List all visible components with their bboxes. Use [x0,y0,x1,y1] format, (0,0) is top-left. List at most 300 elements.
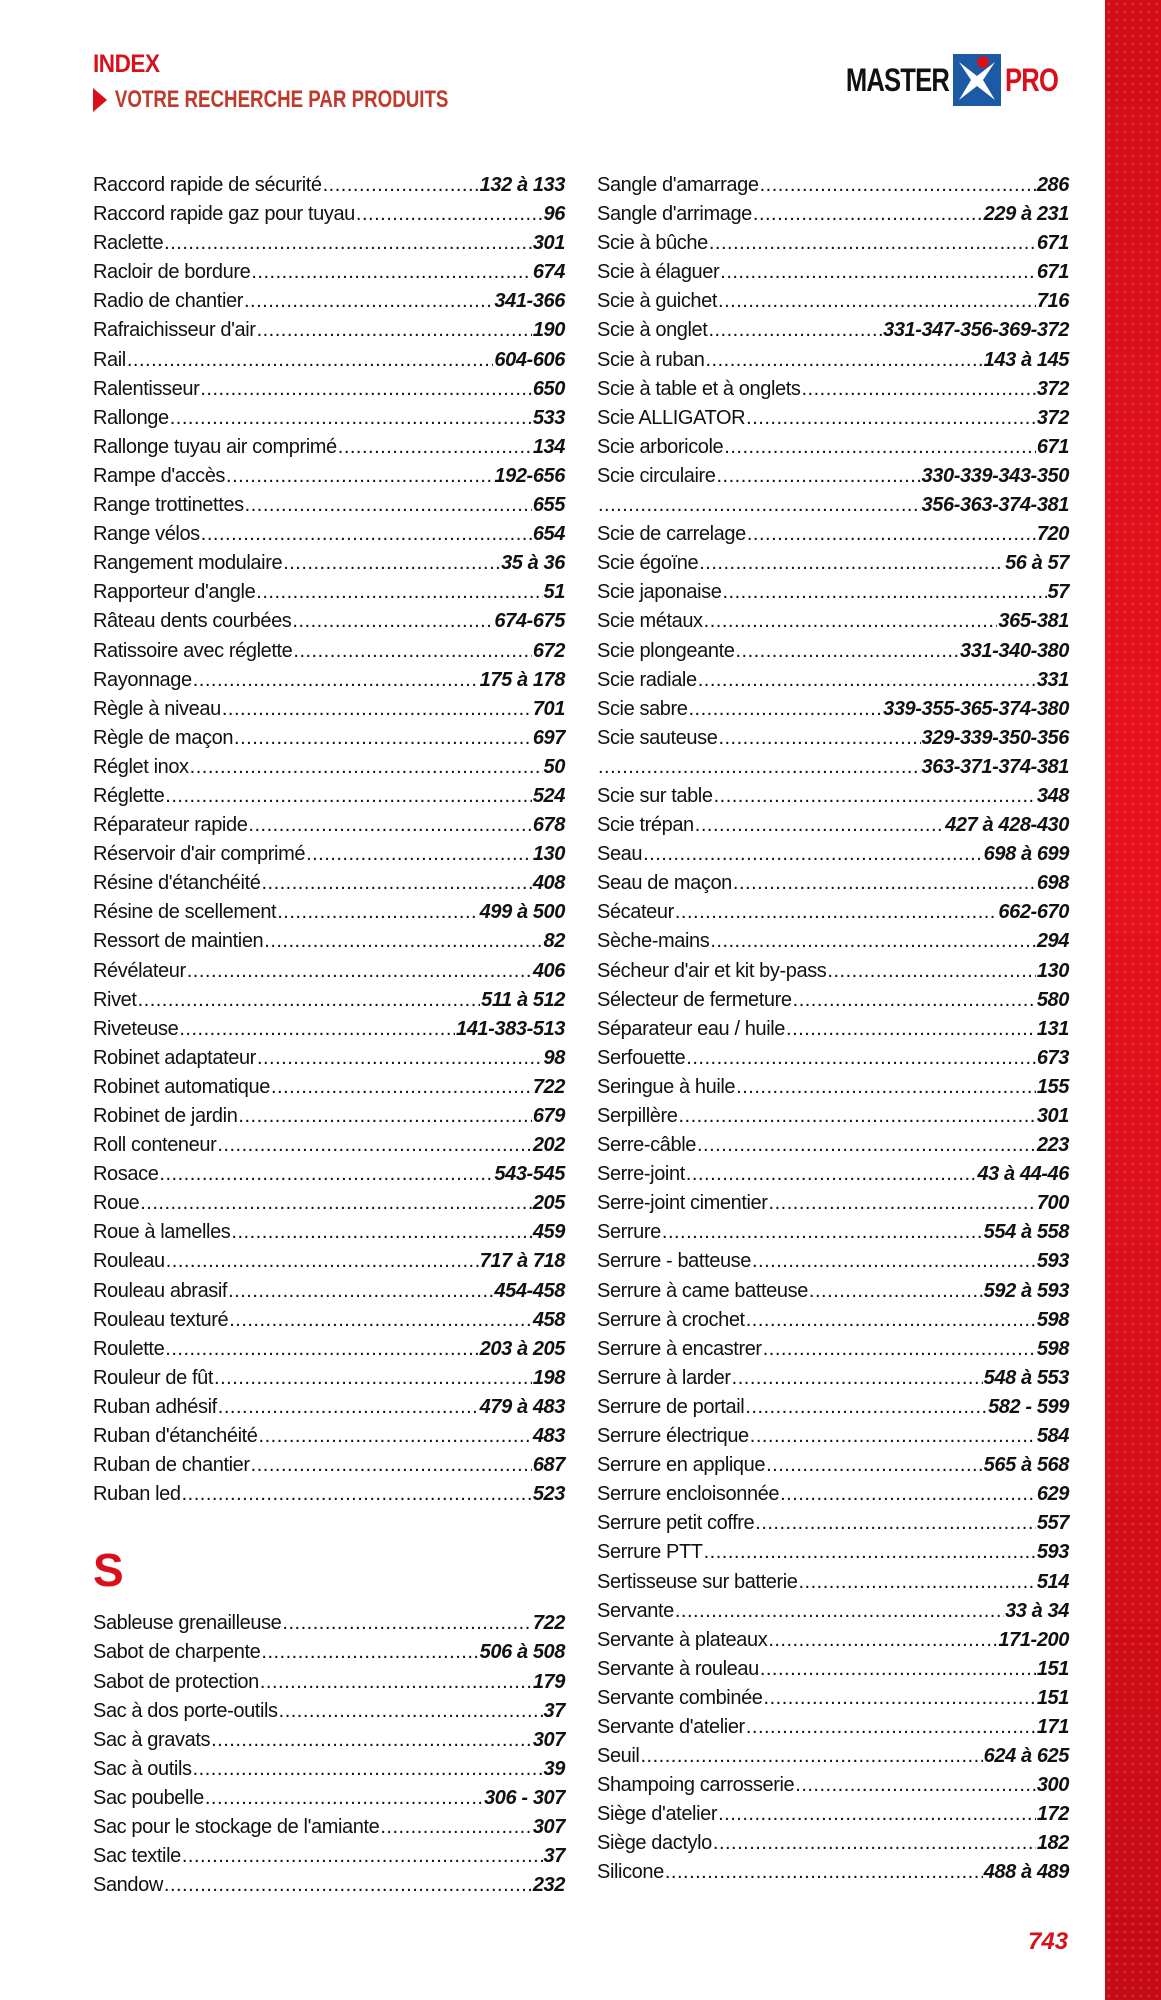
entry-pages: 698 [1036,872,1069,895]
entry-name: Siège d'atelier [597,1803,718,1826]
entry-pages: 37 [543,1845,565,1868]
entry-name: Scie sabre [597,697,688,720]
entry-pages: 50 [543,755,565,778]
index-entry [93,1480,565,1509]
page-number: 743 [1028,1928,1069,1955]
dot-leader [256,578,542,607]
index-entry [93,1726,565,1755]
index-entry [597,753,1069,782]
entry-pages: 57 [1047,581,1069,604]
dot-leader [140,1189,532,1218]
dot-leader [164,229,532,258]
index-subtitle [93,86,448,114]
dot-leader [598,491,921,520]
dot-leader [763,1335,1036,1364]
index-entry [93,549,565,578]
entry-name: Réparateur rapide [93,814,248,837]
index-entry [93,520,565,549]
index-entry [93,200,565,229]
dot-leader [228,1277,493,1306]
index-entry [93,346,565,375]
index-entry [597,811,1069,840]
entry-pages: 548 à 553 [983,1366,1069,1389]
index-entry [597,229,1069,258]
entry-pages: 514 [1036,1570,1069,1593]
entry-pages: 329-339-350-356 [921,726,1069,749]
index-entry [93,578,565,607]
entry-pages: 698 à 699 [983,843,1069,866]
entry-name: Roulette [93,1337,165,1360]
index-entry [93,695,565,724]
entry-name: Roue à lamelles [93,1221,231,1244]
dot-leader [709,229,1036,258]
entry-pages: 679 [532,1105,565,1127]
dot-leader [323,171,479,200]
index-entry [93,957,565,986]
index-entry [93,637,565,666]
dot-leader [187,957,532,986]
dot-leader [713,1829,1036,1858]
index-entry [597,404,1069,433]
entry-pages: 190 [532,319,565,342]
index-entry [597,1538,1069,1567]
dot-leader [766,1451,983,1480]
dot-leader [170,404,532,433]
entry-pages: 554 à 558 [983,1221,1069,1244]
entry-name: Servante d'atelier [597,1715,745,1738]
dot-leader [248,811,531,840]
entry-name: Sac à outils [93,1757,192,1780]
entry-pages: 372 [1036,377,1069,400]
entry-name: Serrure électrique [597,1425,749,1448]
entry-pages: 720 [1036,523,1069,546]
dot-leader [678,1102,1035,1131]
index-entry [93,1102,565,1131]
dot-leader [338,433,532,462]
entry-name: Rafraichisseur d'air [93,319,256,342]
entry-pages: 557 [1036,1512,1069,1535]
entry-pages: 592 à 593 [983,1279,1069,1302]
logo-text-pro: PRO [1005,61,1059,98]
entry-name: Sac pour le stockage de l'amiante [93,1815,380,1838]
index-entry [93,986,565,1015]
entry-name: Roll conteneur [93,1134,217,1157]
entry-pages: 584 [1036,1425,1069,1448]
entry-name: Serrure à larder [597,1366,731,1389]
entry-pages: 598 [1036,1337,1069,1360]
dot-leader [260,1668,532,1697]
entry-name: Sèche-mains [597,930,710,953]
entry-pages: 700 [1036,1192,1069,1215]
entry-pages: 301 [1036,1105,1069,1127]
entry-name: Robinet de jardin [93,1105,238,1127]
index-entry [93,1638,565,1667]
dot-leader [662,1218,983,1247]
entry-pages: 51 [543,581,565,604]
dot-leader [753,200,983,229]
entry-name: Raccord rapide gaz pour tuyau [93,203,355,226]
entry-pages: 132 à 133 [479,174,565,196]
dot-leader [283,549,500,578]
entry-pages: 341-366 [494,290,565,313]
dot-leader [760,1655,1036,1684]
dot-leader [735,637,959,666]
entry-pages: 483 [532,1425,565,1448]
index-entry [597,1335,1069,1364]
entry-pages: 458 [532,1308,565,1331]
index-entry [597,869,1069,898]
index-entry [93,1306,565,1335]
dot-leader [689,695,883,724]
entry-pages: 673 [1036,1046,1069,1069]
dot-leader [686,1160,977,1189]
entry-name: Sabot de charpente [93,1641,261,1664]
entry-name: Ruban de chantier [93,1454,250,1477]
entry-pages: 301 [532,232,565,255]
entry-pages: 408 [532,872,565,895]
entry-pages: 533 [532,406,565,429]
index-entry [597,258,1069,287]
dot-leader [809,1277,983,1306]
entry-pages: 565 à 568 [983,1454,1069,1477]
entry-name: Sangle d'arrimage [597,203,752,226]
index-entry [93,316,565,345]
entry-name: Sandow [93,1874,163,1897]
entry-name: Scie trépan [597,814,694,837]
dot-leader [234,724,532,753]
dot-leader [801,375,1035,404]
entry-pages: 722 [532,1612,565,1635]
entry-name: Résine d'étanchéité [93,872,261,895]
entry-pages: 143 à 145 [983,348,1069,371]
dot-leader [222,695,532,724]
dot-leader [827,957,1035,986]
dot-leader [643,840,983,869]
dot-leader [166,1247,479,1276]
dot-leader [745,1393,987,1422]
dot-leader [724,433,1036,462]
entry-pages: 229 à 231 [983,203,1069,226]
entry-name: Ratissoire avec réglette [93,639,293,662]
dot-leader [733,869,1036,898]
entry-pages: 624 à 625 [983,1745,1069,1768]
entry-pages: 232 [532,1874,565,1897]
entry-pages: 155 [1036,1075,1069,1098]
dot-leader [764,1684,1036,1713]
index-entry [93,258,565,287]
index-entry [597,1277,1069,1306]
index-entry [93,462,565,491]
index-entry [93,1609,565,1638]
entry-pages: 134 [532,435,565,458]
dot-leader [251,258,531,287]
index-entry [597,840,1069,869]
index-entry [93,1044,565,1073]
entry-pages: 678 [532,814,565,837]
entry-name: Ruban d'étanchéité [93,1425,258,1448]
entry-pages: 524 [532,784,565,807]
index-entry [597,346,1069,375]
entry-pages: 175 à 178 [479,668,565,691]
dot-leader [675,1597,1004,1626]
dot-leader [306,840,532,869]
dot-leader [218,1393,479,1422]
index-entry [93,491,565,520]
index-entry [597,1102,1069,1131]
index-entry [597,666,1069,695]
entry-pages: 33 à 34 [1005,1599,1069,1622]
entry-name: Range trottinettes [93,494,244,517]
index-entry [93,1189,565,1218]
dot-leader [699,549,1004,578]
entry-pages: 307 [532,1728,565,1751]
entry-name: Radio de chantier [93,290,243,313]
dot-leader [698,666,1036,695]
entry-pages: 674 [532,261,565,284]
entry-name: Serrure [597,1221,661,1244]
entry-name: Ralentisseur [93,377,200,400]
entry-name: Raccord rapide de sécurité [93,174,322,196]
index-entry [597,607,1069,636]
index-entry [597,1073,1069,1102]
dot-leader [229,1306,532,1335]
entry-pages: 687 [532,1454,565,1477]
entry-name: Règle à niveau [93,697,221,720]
entry-pages: 356-363-374-381 [921,494,1069,517]
index-entry [93,898,565,927]
dot-leader [755,1509,1036,1538]
dot-leader [747,520,1036,549]
entry-name: Riveteuse [93,1017,179,1040]
index-entry [597,1422,1069,1451]
entry-name: Scie à ruban [597,348,705,371]
entry-pages: 372 [1036,406,1069,429]
index-entry [597,171,1069,200]
entry-name: Scie ALLIGATOR [597,406,746,429]
index-entry [93,811,565,840]
entry-pages: 131 [1036,1017,1069,1040]
entry-pages: 593 [1036,1541,1069,1564]
index-entry [597,898,1069,927]
index-entry [93,287,565,316]
dot-leader [182,1842,543,1871]
index-entry [93,1697,565,1726]
index-entry [597,724,1069,753]
entry-name: Scie égoïne [597,552,699,575]
entry-pages: 98 [543,1046,565,1069]
index-entry [597,1451,1069,1480]
index-entry [597,1015,1069,1044]
dot-leader [640,1742,982,1771]
entry-pages: 671 [1036,435,1069,458]
entry-name: Serrure petit coffre [597,1512,755,1535]
dot-leader [164,1871,532,1900]
entry-name: Seau de maçon [597,872,732,895]
index-entry [597,1189,1069,1218]
entry-name: Sélecteur de fermeture [597,988,792,1011]
entry-name: Serfouette [597,1046,686,1069]
dot-leader [746,1713,1036,1742]
index-entry [93,1393,565,1422]
entry-pages: 582 - 599 [988,1395,1069,1418]
index-entry [93,1015,565,1044]
entry-name: Seringue à huile [597,1075,736,1098]
index-entry [93,1131,565,1160]
index-entry [597,1364,1069,1393]
entry-name: Serre-joint [597,1163,685,1186]
entry-name: Scie plongeante [597,639,735,662]
index-entry [597,433,1069,462]
dot-leader [165,1335,478,1364]
entry-name: Serrure en applique [597,1454,766,1477]
index-entry [597,1858,1069,1887]
entry-name: Servante [597,1599,674,1622]
dot-leader [271,1073,532,1102]
entry-name: Rouleau [93,1250,165,1273]
entry-pages: 674-675 [494,610,565,633]
entry-name: Scie arboricole [597,435,724,458]
entry-pages: 363-371-374-381 [921,755,1069,778]
dot-leader [736,1073,1036,1102]
dot-leader [718,724,920,753]
entry-pages: 223 [1036,1134,1069,1157]
entry-pages: 650 [532,377,565,400]
entry-name: Robinet adaptateur [93,1046,256,1069]
entry-pages: 406 [532,959,565,982]
entry-name: Sac poubelle [93,1786,204,1809]
dot-leader [795,1771,1036,1800]
entry-name: Seuil [597,1745,640,1768]
entry-name: Serpillère [597,1105,678,1127]
entry-name: Règle de maçon [93,726,234,749]
index-entry [93,404,565,433]
index-entry [93,433,565,462]
entry-name: Rail [93,348,126,371]
dot-leader [190,753,543,782]
index-entry [93,1784,565,1813]
entry-name: Sac à gravats [93,1728,211,1751]
entry-name: Roue [93,1192,140,1215]
entry-name: Scie à table et à onglets [597,377,801,400]
index-entry [93,927,565,956]
index-entry [93,1451,565,1480]
dot-leader [780,1480,1036,1509]
entry-pages: 506 à 508 [479,1641,565,1664]
entry-pages: 655 [532,494,565,517]
entry-name: Sertisseuse sur batterie [597,1570,798,1593]
dot-leader [708,316,882,345]
entry-name: Rallonge [93,406,169,429]
index-entry [93,229,565,258]
entry-name: Seau [597,843,643,866]
entry-name: Râteau dents courbées [93,610,292,633]
index-entry [93,782,565,811]
dot-leader [261,869,531,898]
index-entry [597,1480,1069,1509]
entry-pages: 141-383-513 [455,1017,565,1040]
entry-name: Servante combinée [597,1686,763,1709]
entry-pages: 198 [532,1366,565,1389]
index-entry [597,986,1069,1015]
dot-leader [380,1813,531,1842]
dot-leader [697,1131,1036,1160]
entry-name: Rallonge tuyau air comprimé [93,435,337,458]
entry-pages: 717 à 718 [479,1250,565,1273]
index-entry [93,1073,565,1102]
entry-pages: 479 à 483 [479,1395,565,1418]
logo-star-icon [953,54,1001,106]
index-entry [597,1044,1069,1073]
entry-pages: 171 [1036,1715,1069,1738]
entry-name: Ressort de maintien [93,930,264,953]
index-entry [597,1131,1069,1160]
dot-leader [769,1189,1036,1218]
entry-name: Serrure de portail [597,1395,745,1418]
dot-leader [214,1364,532,1393]
index-entry [597,782,1069,811]
entry-name: Séparateur eau / huile [597,1017,786,1040]
entry-name: Résine de scellement [93,901,277,924]
index-entry [597,1306,1069,1335]
entry-name: Shampoing carrosserie [597,1774,795,1797]
index-entry [597,1684,1069,1713]
entry-pages: 523 [532,1483,565,1506]
entry-pages: 511 à 512 [481,988,565,1011]
dot-leader [665,1858,983,1887]
entry-pages: 172 [1036,1803,1069,1826]
dot-leader [282,1609,531,1638]
entry-name: Scie à bûche [597,232,708,255]
entry-pages: 598 [1036,1308,1069,1331]
entry-pages: 365-381 [998,610,1069,633]
index-entry [597,200,1069,229]
index-entry [597,1509,1069,1538]
dot-leader [205,1784,483,1813]
dot-leader [598,753,921,782]
index-entry [597,578,1069,607]
entry-name: Réglette [93,784,165,807]
entry-pages: 580 [1036,988,1069,1011]
dot-leader [356,200,543,229]
entry-name: Sangle d'amarrage [597,174,759,196]
entry-name: Rayonnage [93,668,192,691]
entry-pages: 43 à 44-46 [977,1163,1069,1186]
entry-pages: 39 [543,1757,565,1780]
dot-leader [182,1480,532,1509]
entry-pages: 179 [532,1670,565,1693]
index-entry [93,1364,565,1393]
entry-pages: 716 [1036,290,1069,313]
entry-name: Serrure - batteuse [597,1250,751,1273]
entry-pages: 130 [532,843,565,866]
entry-name: Serre-câble [597,1134,696,1157]
dot-leader [686,1044,1036,1073]
dot-leader [793,986,1036,1015]
dot-leader [750,1422,1036,1451]
entry-pages: 662-670 [998,901,1069,924]
entry-pages: 604-606 [494,348,565,371]
entry-name: Serrure encloisonnée [597,1483,780,1506]
dot-leader [159,1160,493,1189]
dot-leader [217,1131,531,1160]
entry-pages: 182 [1036,1832,1069,1855]
entry-pages: 205 [532,1192,565,1215]
index-entry [597,1160,1069,1189]
entry-name: Scie sur table [597,784,713,807]
index-entry [597,1597,1069,1626]
dot-leader [706,346,983,375]
dot-leader [251,1451,532,1480]
